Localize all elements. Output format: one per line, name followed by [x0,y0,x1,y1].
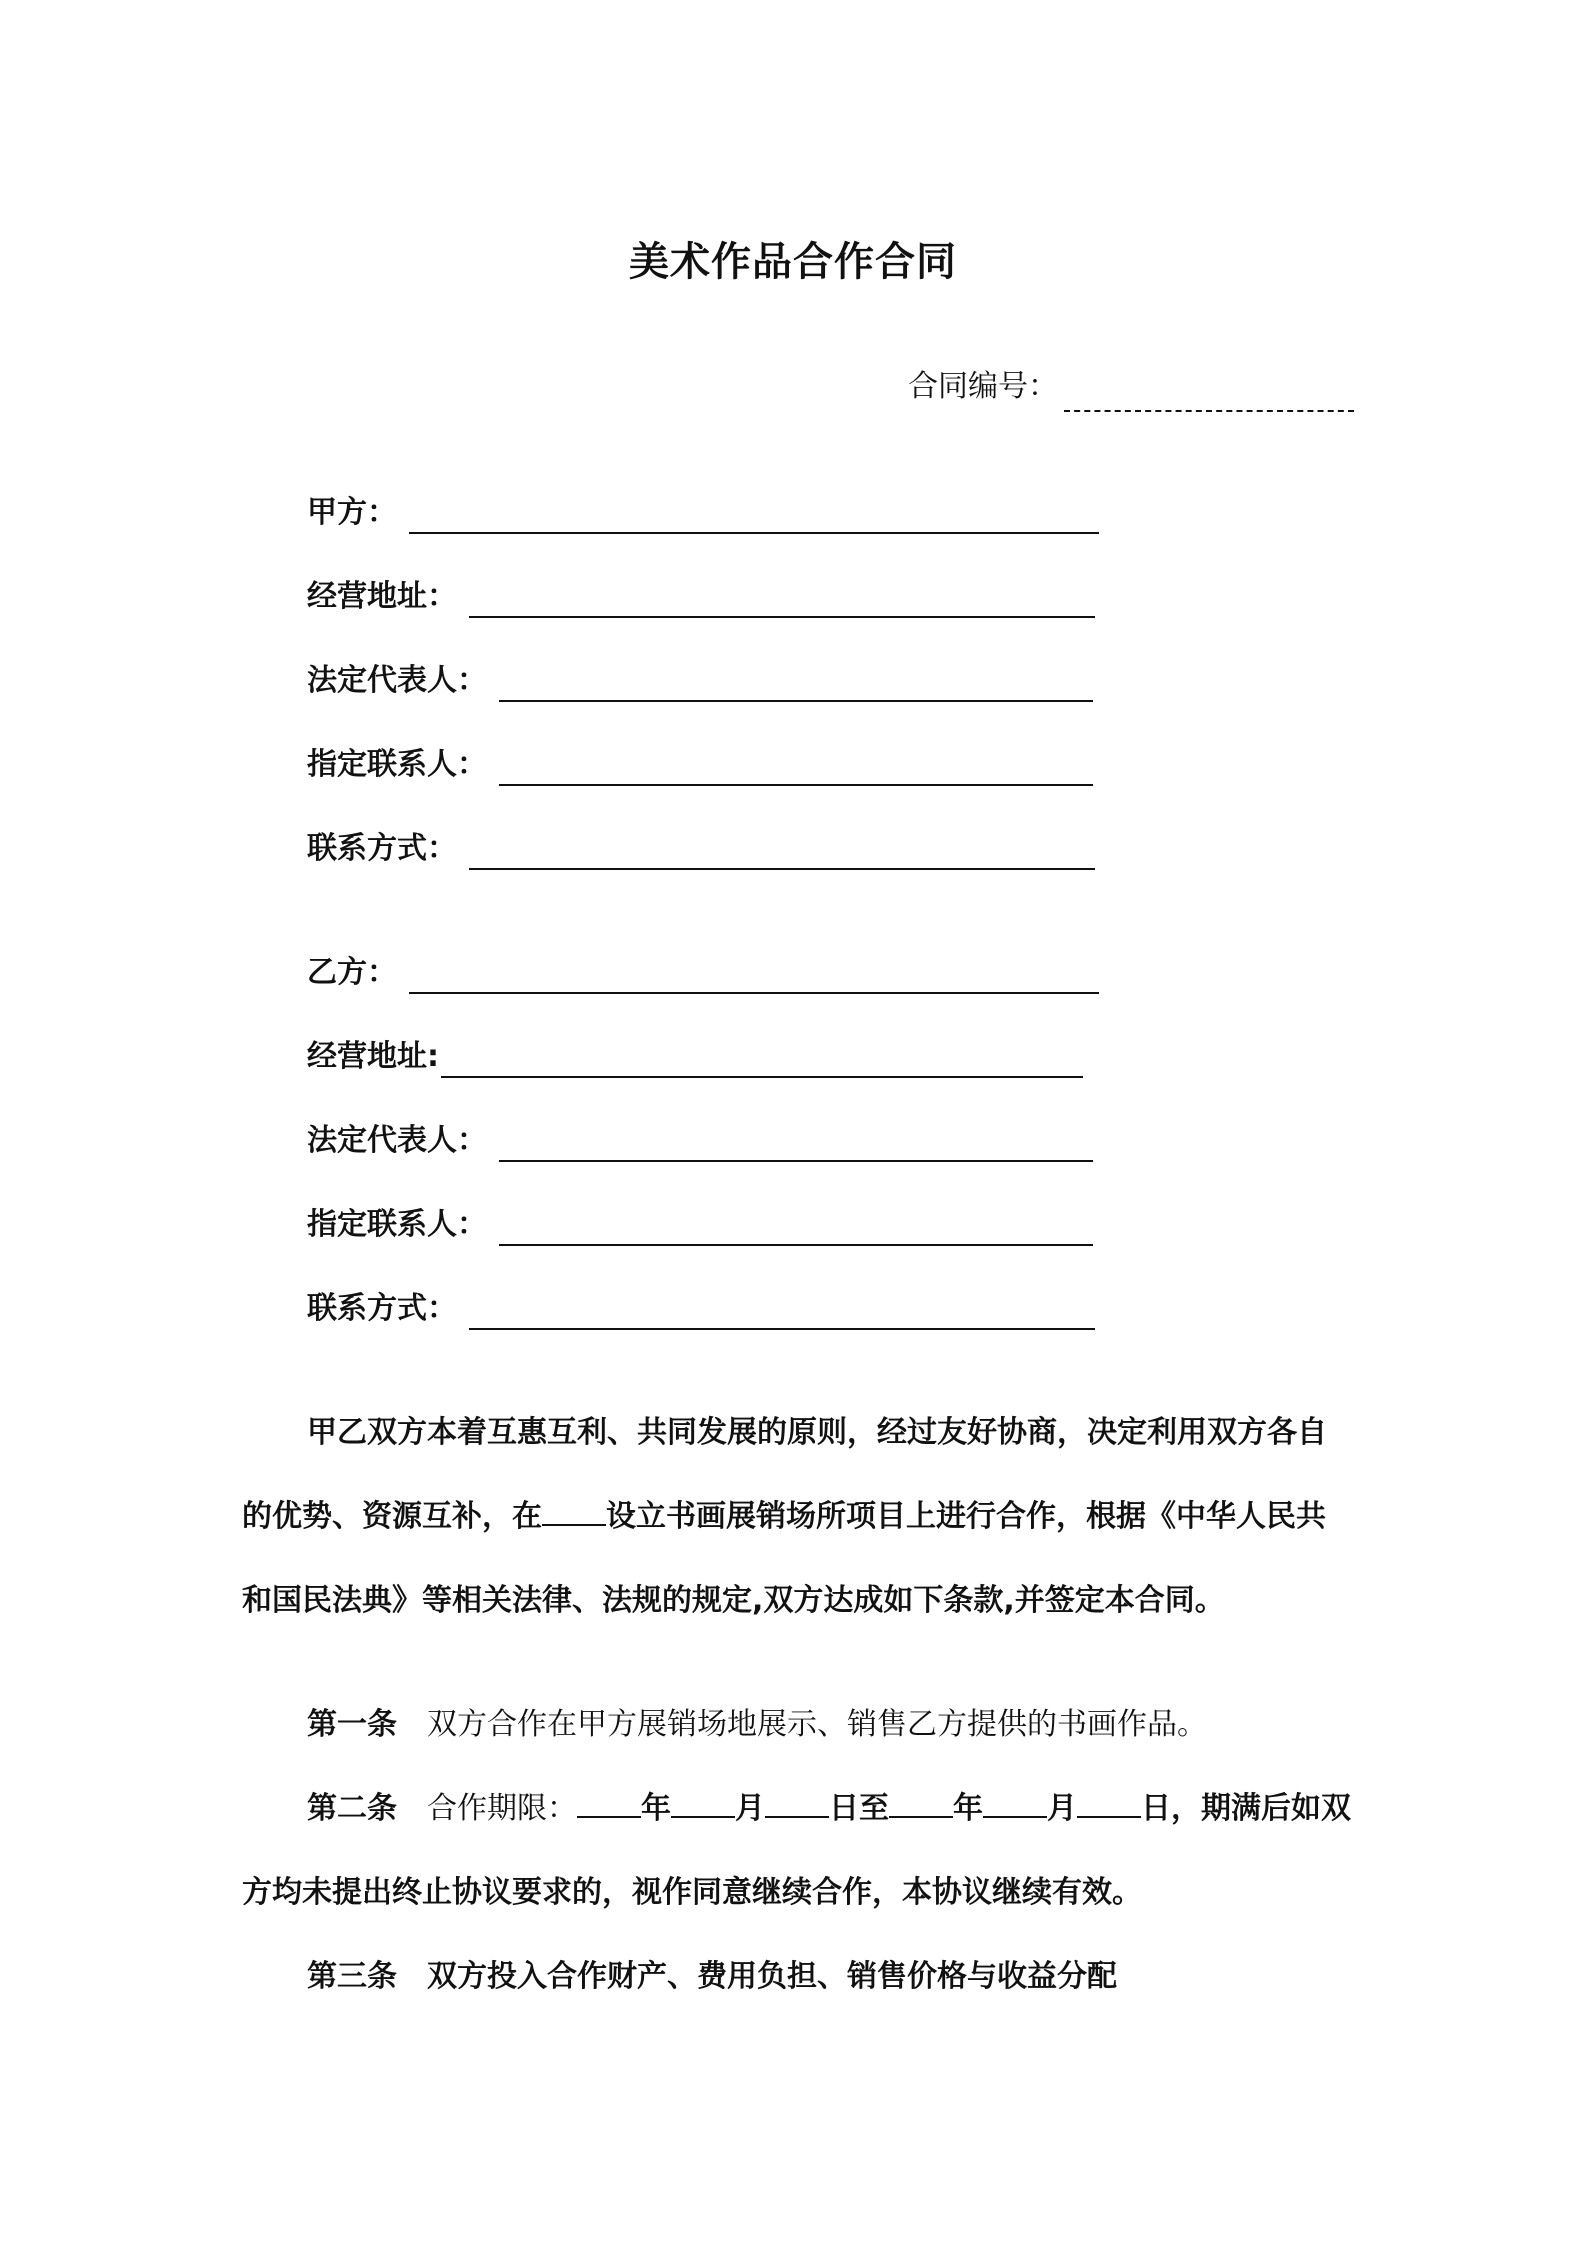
party-b-contact-person-blank[interactable] [499,1208,1093,1246]
document-title: 美术作品合作合同 [629,239,957,285]
party-b-contact-row [307,1284,1095,1334]
end-month-blank[interactable] [983,1786,1047,1818]
contract-number-label: 合同编号： [908,369,1058,404]
start-year-unit: 年 [641,1791,671,1826]
party-b-name-label: 乙方： [307,955,397,990]
start-day-unit: 日至 [829,1791,889,1826]
start-month-blank[interactable] [671,1786,735,1818]
end-day-unit: 日 [1141,1791,1171,1826]
clause-3-number: 第三条 [307,1959,397,1994]
party-b-contact-blank[interactable] [469,1292,1095,1330]
clause-1-number: 第一条 [307,1707,397,1742]
end-year-unit: 年 [953,1791,983,1826]
party-a-contact-person-label: 指定联系人： [307,747,487,782]
party-b-contact-person-row [307,1200,1093,1250]
clause-2 [242,1767,1352,1935]
party-a-legal-rep-row [307,656,1093,706]
clause-1 [242,1683,1352,1767]
party-b-address-label: 经营地址: [307,1039,439,1074]
preamble-text-1: 甲乙双方本着互惠互利、共同发展的原则，经过友好协商，决定利用双方各自的优势、资源互补，在 [242,1415,1327,1534]
clause-2-number: 第二条 [307,1791,397,1826]
start-year-blank[interactable] [577,1786,641,1818]
party-a-contact-person-blank[interactable] [499,748,1093,786]
end-day-blank[interactable] [1077,1786,1141,1818]
clause-1-text: 双方合作在甲方展销场地展示、销售乙方提供的书画作品。 [427,1707,1207,1742]
end-month-unit: 月 [1047,1791,1077,1826]
contract-number-field [908,362,1354,412]
party-a-legal-rep-blank[interactable] [499,664,1093,702]
party-a-contact-label: 联系方式： [307,831,457,866]
clause-2-text-a: 合作期限： [427,1791,577,1826]
party-b-name-row [307,948,1099,998]
party-a-address-blank[interactable] [469,580,1095,618]
party-b-name-blank[interactable] [409,956,1099,994]
party-a-legal-rep-label: 法定代表人： [307,663,487,698]
party-a-name-label: 甲方： [307,495,397,530]
start-month-unit: 月 [735,1791,765,1826]
preamble-text-2: 设立书画展销场所项目上进行合作，根据《中华人民共和国民法典》等相关法律、法规的规定,双方达成如下条款,并签定本合同。 [242,1499,1326,1618]
party-b-contact-person-label: 指定联系人： [307,1207,487,1242]
party-b-address-blank[interactable] [441,1040,1083,1078]
party-b-address-row [307,1032,1083,1082]
party-b-legal-rep-blank[interactable] [499,1124,1093,1162]
party-a-address-row [307,572,1095,622]
end-year-blank[interactable] [889,1786,953,1818]
start-day-blank[interactable] [765,1786,829,1818]
clause-2-text-b: ，期满后如双方均未提出终止协议要求的，视作同意继续合作，本协议继续有效。 [242,1791,1351,1910]
party-a-contact-blank[interactable] [469,832,1095,870]
party-a-contact-row [307,824,1095,874]
party-b-legal-rep-row [307,1116,1093,1166]
party-a-name-blank[interactable] [409,496,1099,534]
location-blank[interactable] [542,1494,606,1526]
clause-3-text: 双方投入合作财产、费用负担、销售价格与收益分配 [427,1959,1117,1994]
preamble-paragraph [242,1391,1352,1643]
party-b-contact-label: 联系方式： [307,1291,457,1326]
contract-number-blank[interactable] [1064,370,1354,412]
party-a-contact-person-row [307,740,1093,790]
party-a-address-label: 经营地址： [307,579,457,614]
party-a-name-row [307,488,1099,538]
party-b-legal-rep-label: 法定代表人： [307,1123,487,1158]
clause-3 [242,1935,1352,2019]
